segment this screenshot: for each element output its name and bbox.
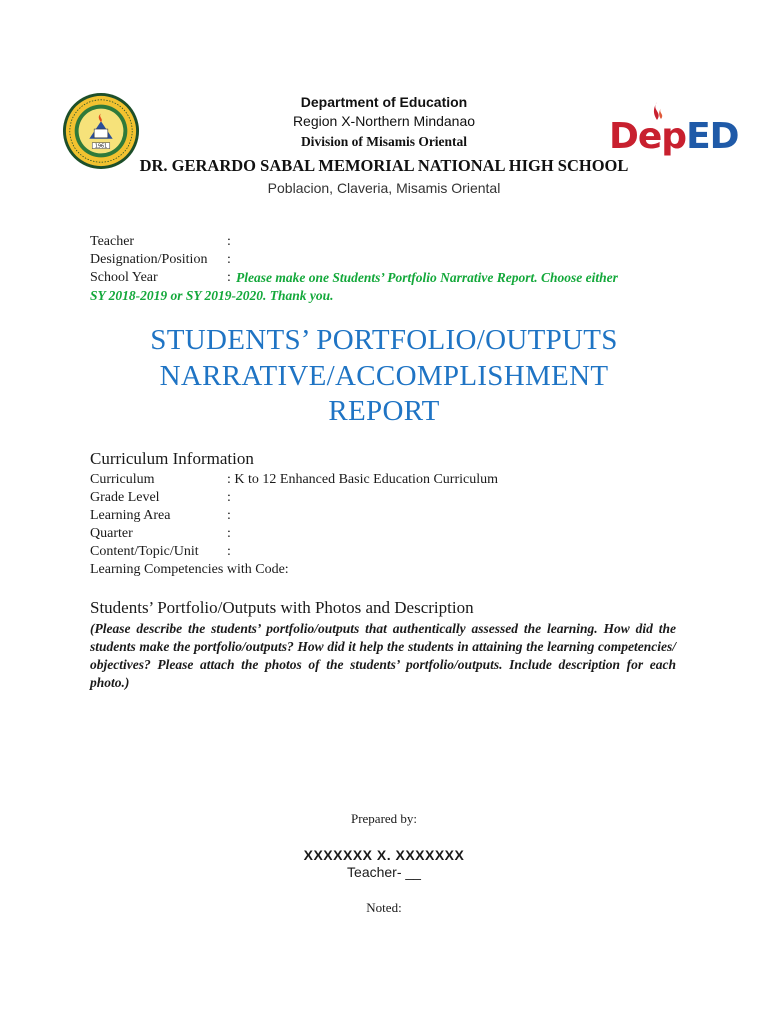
school-name: DR. GERARDO SABAL MEMORIAL NATIONAL HIGH SCHOOL [139, 156, 629, 175]
svg-text:DepED: DepED [609, 116, 739, 157]
curriculum-label: Curriculum [90, 472, 155, 487]
teacher-name: XXXXXXX X. XXXXXXX [303, 847, 465, 863]
portfolio-description: (Please describe the students’ portfolio/outputs that authentically assessed the learning. How did the students make the portfolio/outputs? How did it help the students in attaining the learning competencies/ objectives? Please attach the photos of the students’ portfolio/outputs. Include description for each photo.) [90, 621, 676, 690]
report-title-line1: STUDENTS’ PORTFOLIO/OUTPUTS [150, 324, 618, 356]
designation-label: Designation/Position [90, 252, 208, 267]
content-topic-label: Content/Topic/Unit [90, 544, 199, 559]
school-year-label: School Year [90, 270, 158, 285]
competencies-label: Learning Competencies with Code: [90, 562, 289, 577]
report-title-line3: REPORT [328, 395, 440, 427]
portfolio-heading: Students’ Portfolio/Outputs with Photos and Description [90, 598, 474, 617]
teacher-colon: : [227, 234, 231, 249]
prepared-by-label: Prepared by: [350, 811, 418, 826]
content-topic-colon: : [227, 544, 231, 559]
quarter-colon: : [227, 526, 231, 541]
designation-colon: : [227, 252, 231, 267]
teacher-label: Teacher [90, 234, 135, 249]
curriculum-heading: Curriculum Information [90, 449, 254, 468]
department-title: Department of Education [300, 94, 468, 110]
division-text: Division of Misamis Oriental [300, 134, 468, 149]
curriculum-value: : K to 12 Enhanced Basic Education Curriculum [227, 472, 498, 487]
learning-area-colon: : [227, 508, 231, 523]
grade-level-colon: : [227, 490, 231, 505]
seal-year: 1961 [94, 143, 108, 150]
region-text: Region X-Northern Mindanao [292, 113, 476, 129]
school-year-colon: : [227, 270, 231, 285]
teacher-role: Teacher- __ [347, 864, 421, 880]
school-year-note-line2: SY 2018-2019 or SY 2019-2020. Thank you. [90, 288, 334, 303]
quarter-label: Quarter [90, 526, 133, 541]
learning-area-label: Learning Area [90, 508, 171, 523]
grade-level-label: Grade Level [90, 490, 160, 505]
report-title-line2: NARRATIVE/ACCOMPLISHMENT [159, 360, 609, 392]
noted-label: Noted: [366, 900, 402, 915]
school-address: Poblacion, Claveria, Misamis Oriental [267, 180, 501, 196]
school-year-note-line1: Please make one Students’ Portfolio Narrative Report. Choose either [236, 270, 618, 285]
